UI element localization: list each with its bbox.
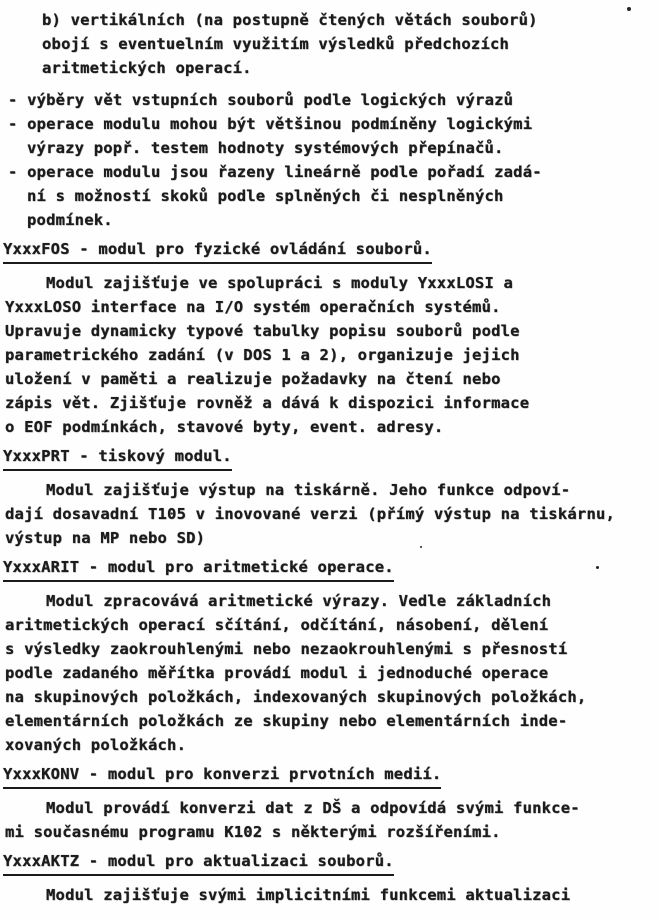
list-item-continuation: výrazy popř. testem hodnoty systémových přepínačů. bbox=[27, 139, 504, 157]
list-item-line: - operace modulu jsou řazeny lineárně podle pořadí zadá- bbox=[8, 163, 542, 181]
list-item-line: - operace modulu mohou být většinou podmíněny logickými bbox=[8, 115, 533, 133]
section-heading-row bbox=[3, 849, 658, 876]
text-line: Modul zpracovává aritmetické výrazy. Vedle základních bbox=[46, 592, 552, 610]
text-line: Upravuje dynamicky typové tabulky popisu souborů podle bbox=[5, 322, 520, 340]
text-line: aritmetických operací. bbox=[42, 59, 252, 77]
text-line: Modul zajišťuje výstup na tiskárně. Jeho funkce odpoví- bbox=[46, 481, 571, 499]
text-line: dají dosavadní T105 v inovované verzi (přímý výstup na tiskárnu, bbox=[5, 505, 616, 523]
list-item-continuation: ní s možností skoků podle splněných či nesplněných bbox=[27, 187, 504, 205]
section-heading-row bbox=[3, 444, 658, 471]
text-line: na skupinových položkách, indexovaných skupinových položkách, bbox=[5, 688, 587, 706]
indented-paragraph bbox=[0, 8, 658, 80]
text-line: YxxxLOSO interface na I/O systém operačních systémů. bbox=[5, 298, 501, 316]
list-item-continuation: podmínek. bbox=[27, 211, 113, 229]
section-heading-row bbox=[3, 555, 658, 582]
scan-speck bbox=[596, 566, 599, 569]
paragraph bbox=[0, 796, 658, 844]
text-line: Modul zajišťuje svými implicitními funkcemi aktualizaci bbox=[46, 886, 571, 904]
text-line: s výsledky zaokrouhlenými nebo nezaokrouhlenými s přesností bbox=[5, 640, 568, 658]
text-line: Modul provádí konverzi dat z DŠ a odpovídá svými funkce- bbox=[46, 799, 580, 817]
section-heading: YxxxAKTZ - modul pro aktualizaci souborů. bbox=[3, 849, 394, 876]
text-line: obojí s eventuelním využitím výsledků předchozích bbox=[42, 35, 510, 53]
section-heading: YxxxKONV - modul pro konverzi prvotních medií. bbox=[3, 762, 441, 789]
text-line: zápis vět. Zjišťuje rovněž a dává k dispozici informace bbox=[5, 394, 530, 412]
text-line: Modul zajišťuje ve spolupráci s moduly YxxxLOSI a bbox=[46, 274, 514, 292]
section-heading-row bbox=[3, 762, 658, 789]
text-line: uložení v paměti a realizuje požadavky na čtení nebo bbox=[5, 370, 501, 388]
text-line: aritmetických operací sčítání, odčítání, násobení, dělení bbox=[5, 616, 549, 634]
paragraph bbox=[0, 883, 658, 907]
section-heading-row bbox=[3, 237, 658, 264]
list-item-line: - výběry vět vstupních souborů podle logických výrazů bbox=[8, 91, 514, 109]
scan-speck bbox=[420, 546, 422, 548]
paragraph bbox=[0, 478, 658, 550]
text-line: xovaných položkách. bbox=[5, 736, 187, 754]
text-line: výstup na MP nebo SD) bbox=[5, 529, 206, 547]
bullet-list bbox=[0, 88, 658, 232]
scan-speck bbox=[627, 7, 631, 11]
section-heading: YxxxPRT - tiskový modul. bbox=[3, 444, 232, 471]
text-line: elementárních položkách ze skupiny nebo elementárních inde- bbox=[5, 712, 568, 730]
paragraph bbox=[0, 589, 658, 757]
section-heading: YxxxFOS - modul pro fyzické ovládání souborů. bbox=[3, 237, 432, 264]
text-line: podle zadaného měřítka provádí modul i jednoduché operace bbox=[5, 664, 549, 682]
section-heading: YxxxARIT - modul pro aritmetické operace. bbox=[3, 555, 394, 582]
text-line: parametrického zadání (v DOS 1 a 2), organizuje jejich bbox=[5, 346, 520, 364]
text-line: b) vertikálních (na postupně čtených větách souborů) bbox=[42, 11, 538, 29]
paragraph bbox=[0, 271, 658, 439]
text-line: mi současnému programu K102 s některými rozšířeními. bbox=[5, 823, 501, 841]
text-line: o EOF podmínkách, stavové byty, event. adresy. bbox=[5, 418, 444, 436]
